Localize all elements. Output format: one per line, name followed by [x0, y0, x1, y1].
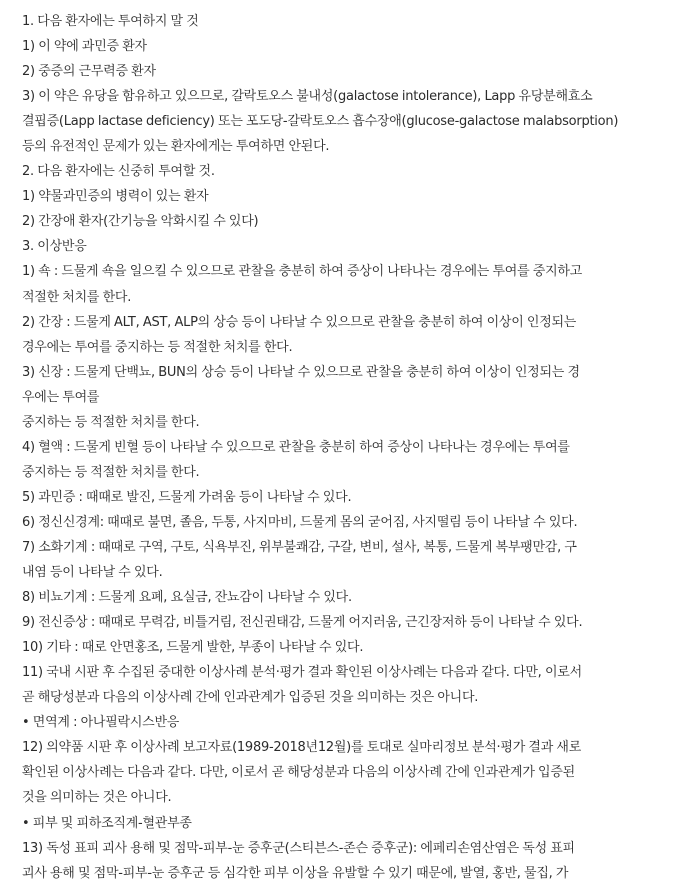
text-line: 2) 간장 : 드물게 ALT, AST, ALP의 상승 등이 나타날 수 있으므로 관찰을 충분히 하여 이상이 인정되는	[22, 314, 577, 330]
text-line: 2) 중증의 근무력증 환자	[22, 64, 156, 80]
text-line: 곧 해당성분과 다음의 이상사례 간에 인과관계가 입증된 것을 의미하는 것은 아니다.	[22, 690, 479, 706]
text-line: 9) 전신증상 : 때때로 무력감, 비틀거림, 전신권태감, 드물게 어지러움, 근긴장저하 등이 나타날 수 있다.	[22, 615, 583, 631]
section-2-heading: 2. 다음 환자에는 신중히 투여할 것.	[22, 164, 215, 180]
text-line: 6) 정신신경계: 때때로 불면, 졸음, 두통, 사지마비, 드물게 몸의 굳어짐, 사지떨림 등이 나타날 수 있다.	[22, 514, 578, 530]
text-line: 확인된 이상사례는 다음과 같다. 다만, 이로서 곧 해당성분과 다음의 이상사례 간에 인과관계가 입증된	[22, 765, 575, 781]
text-line: 괴사 용해 및 점막-피부-눈 증후군 등 심각한 피부 이상을 유발할 수 있기 때문에, 발열, 홍반, 물집, 가	[22, 865, 569, 881]
bullet-item: • 면역계 : 아나필락시스반응	[22, 715, 180, 731]
text-line: 중지하는 등 적절한 처치를 한다.	[22, 414, 200, 430]
text-line: 4) 혈액 : 드물게 빈혈 등이 나타날 수 있으므로 관찰을 충분히 하여 증상이 나타나는 경우에는 투여를	[22, 439, 570, 455]
text-line: 내염 등이 나타날 수 있다.	[22, 565, 163, 581]
text-line: 등의 유전적인 문제가 있는 환자에게는 투여하면 안된다.	[22, 139, 330, 155]
text-line: 3) 이 약은 유당을 함유하고 있으므로, 갈락토오스 불내성(galactose intolerance), Lapp 유당분해효소	[22, 89, 593, 105]
text-line: 1) 쇽 : 드물게 쇽을 일으킬 수 있으므로 관찰을 충분히 하여 증상이 나타나는 경우에는 투여를 중지하고	[22, 264, 583, 280]
section-1-heading: 1. 다음 환자에는 투여하지 말 것	[22, 14, 199, 29]
text-line: 것을 의미하는 것은 아니다.	[22, 790, 172, 806]
text-line: 12) 의약품 시판 후 이상사례 보고자료(1989-2018년12월)를 토대로 실마리정보 분석·평가 결과 새로	[22, 740, 582, 756]
text-line: 결핍증(Lapp lactase deficiency) 또는 포도당-갈락토오스 흡수장애(glucose-galactose malabsorption)	[22, 114, 619, 130]
text-line: 중지하는 등 적절한 처치를 한다.	[22, 464, 200, 480]
text-line: 2) 간장애 환자(간기능을 악화시킬 수 있다)	[22, 214, 259, 230]
section-3-heading: 3. 이상반응	[22, 239, 87, 255]
text-line: 7) 소화기계 : 때때로 구역, 구토, 식욕부진, 위부불쾌감, 구갈, 변비, 설사, 복통, 드물게 복부팽만감, 구	[22, 539, 577, 555]
text-line: 적절한 처치를 한다.	[22, 289, 132, 305]
text-line: 우에는 투여를	[22, 389, 100, 405]
text-line: 5) 과민증 : 때때로 발진, 드물게 가려움 등이 나타날 수 있다.	[22, 489, 352, 505]
text-line: 1) 약물과민증의 병력이 있는 환자	[22, 189, 209, 205]
text-line: 11) 국내 시판 후 수집된 중대한 이상사례 분석·평가 결과 확인된 이상사례는 다음과 같다. 다만, 이로서	[22, 665, 582, 681]
text-line: 8) 비뇨기계 : 드물게 요폐, 요실금, 잔뇨감이 나타날 수 있다.	[22, 590, 352, 606]
text-line: 3) 신장 : 드물게 단백뇨, BUN의 상승 등이 나타날 수 있으므로 관찰을 충분히 하여 이상이 인정되는 경	[22, 364, 580, 380]
text-line: 13) 독성 표피 괴사 용해 및 점막-피부-눈 증후군(스티븐스-존슨 증후군): 에페리손염산염은 독성 표피	[22, 840, 575, 856]
text-line: 경우에는 투여를 중지하는 등 적절한 처치를 한다.	[22, 339, 293, 355]
text-line: 10) 기타 : 때로 안면홍조, 드물게 발한, 부종이 나타날 수 있다.	[22, 640, 364, 656]
text-line: 1) 이 약에 과민증 환자	[22, 39, 147, 55]
bullet-item: • 피부 및 피하조직계-혈관부종	[22, 815, 192, 831]
